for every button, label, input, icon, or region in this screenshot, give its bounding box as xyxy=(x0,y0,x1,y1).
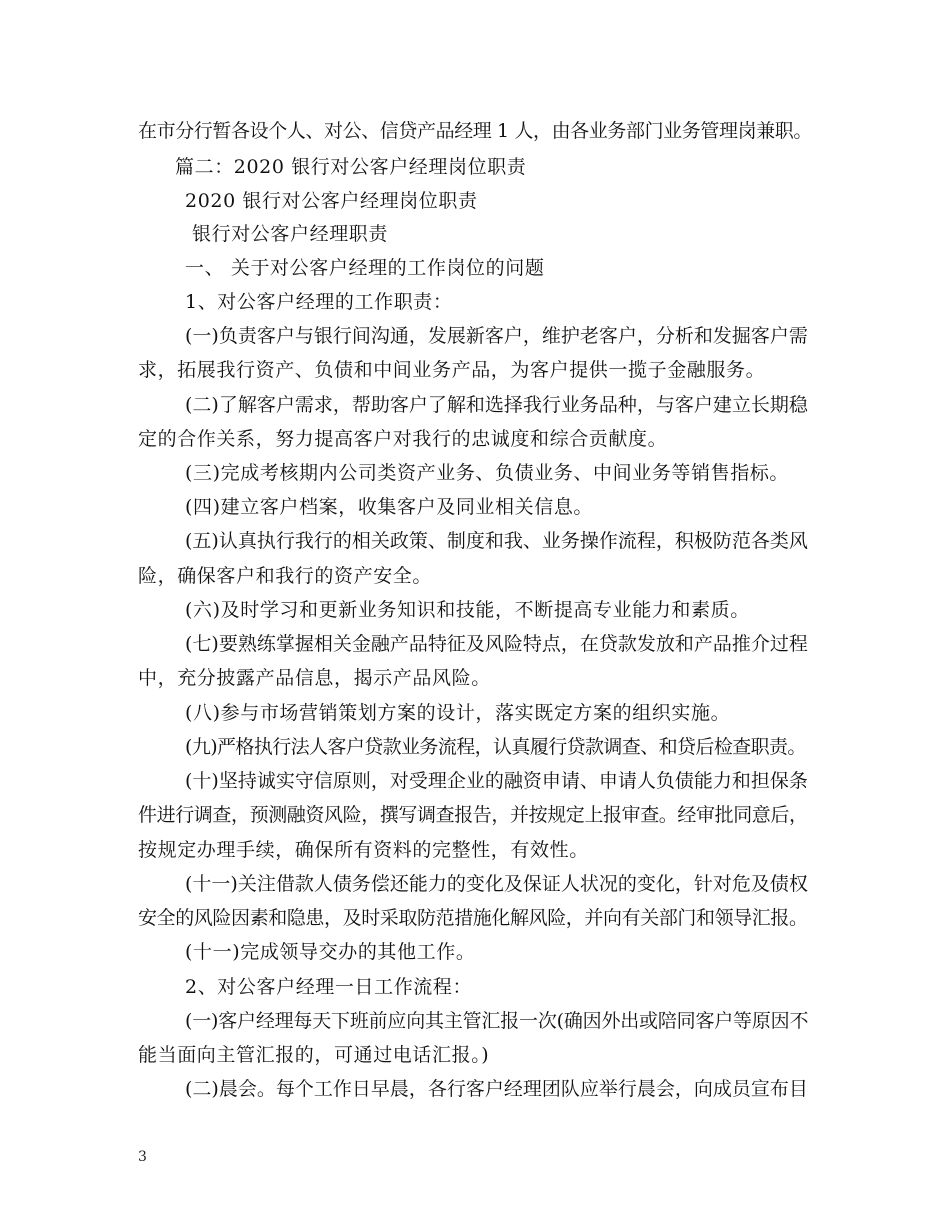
text-line: (九)严格执行法人客户贷款业务流程，认真履行贷款调查、和贷后检查职责。 xyxy=(185,736,806,758)
section-heading: 篇二：2020 银行对公客户经理岗位职责 xyxy=(175,156,527,178)
text-line: 中，充分披露产品信息，揭示产品风险。 xyxy=(138,667,491,689)
text-line: (五)认真执行我行的相关政策、制度和我、业务操作流程，积极防范各类风 xyxy=(185,530,808,552)
page-number: 3 xyxy=(138,1149,147,1165)
text-line: 险，确保客户和我行的资产安全。 xyxy=(138,565,433,587)
document-subtitle: 银行对公客户经理职责 xyxy=(192,223,389,245)
text-line: (四)建立客户档案，收集客户及同业相关信息。 xyxy=(185,496,594,518)
document-title: 2020 银行对公客户经理岗位职责 xyxy=(185,190,478,212)
heading-level1: 一、 关于对公客户经理的工作岗位的问题 xyxy=(185,257,545,279)
text-line: (八)参与市场营销策划方案的设计，落实既定方案的组织实施。 xyxy=(185,702,731,724)
text-line: 能当面向主管汇报的，可通过电话汇报。) xyxy=(138,1044,490,1066)
text-line: 求，拓展我行资产、负债和中间业务产品，为客户提供一揽子金融服务。 xyxy=(138,359,766,381)
text-line: (十)坚持诚实守信原则，对受理企业的融资申请、申请人负债能力和担保条 xyxy=(185,770,808,792)
text-line: 安全的风险因素和隐患，及时采取防范措施化解风险，并向有关部门和领导汇报。 xyxy=(138,907,808,929)
text-line: 定的合作关系，努力提高客户对我行的忠诚度和综合贡献度。 xyxy=(138,428,668,450)
text-line: 在市分行暂各设个人、对公、信贷产品经理 1 人，由各业务部门业务管理岗兼职。 xyxy=(138,120,812,142)
text-line: (一)客户经理每天下班前应向其主管汇报一次(确因外出或陪同客户等原因不 xyxy=(185,1010,809,1032)
text-line: (十一)关注借款人债务偿还能力的变化及保证人状况的变化，针对危及债权 xyxy=(185,873,808,895)
text-line: (三)完成考核期内公司类资产业务、负债业务、中间业务等销售指标。 xyxy=(185,462,790,484)
text-line: (一)负责客户与银行间沟通，发展新客户，维护老客户，分析和发掘客户需 xyxy=(185,325,808,347)
text-line: (二)了解客户需求，帮助客户了解和选择我行业务品种，与客户建立长期稳 xyxy=(185,394,808,416)
text-line: (七)要熟练掌握相关金融产品特征及风险特点，在贷款发放和产品推介过程 xyxy=(185,633,808,655)
heading-level2: 1、对公客户经理的工作职责： xyxy=(185,291,453,313)
text-line: 按规定办理手续，确保所有资料的完整性，有效性。 xyxy=(138,839,589,861)
text-line: (二)晨会。每个工作日早晨，各行客户经理团队应举行晨会，向成员宣布目 xyxy=(185,1078,808,1100)
text-line: (十一)完成领导交办的其他工作。 xyxy=(185,941,476,963)
text-line: (六)及时学习和更新业务知识和技能，不断提高专业能力和素质。 xyxy=(185,599,750,621)
heading-level2: 2、对公客户经理一日工作流程： xyxy=(185,976,473,998)
text-line: 件进行调查，预测融资风险，撰写调查报告，并按规定上报审查。经审批同意后， xyxy=(138,804,808,826)
